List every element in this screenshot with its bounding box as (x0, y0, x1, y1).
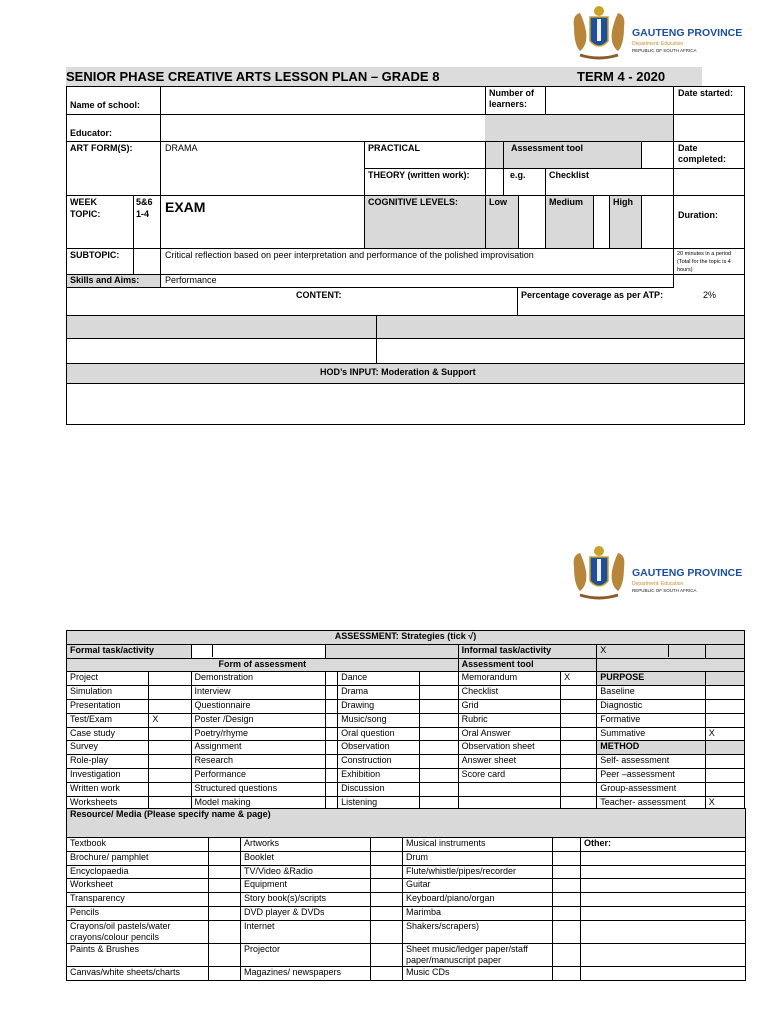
tick-cell[interactable] (326, 699, 338, 713)
plan-line (66, 114, 745, 115)
resource-item: Story book(s)/scripts (241, 893, 371, 907)
resources-heading: Resource/ Media (Please specify name & page) (67, 809, 746, 838)
tick-cell[interactable] (561, 686, 597, 700)
resource-item: TV/Video &Radio (241, 865, 371, 879)
resource-row (67, 893, 746, 907)
tick-cell[interactable] (420, 699, 458, 713)
resource-item (581, 966, 746, 980)
label-theory: THEORY (written work): (368, 170, 470, 180)
tick-cell[interactable] (209, 906, 241, 920)
plan-line (66, 141, 486, 142)
tick-cell[interactable] (705, 713, 744, 727)
plan-line (485, 86, 486, 114)
tick-cell[interactable] (420, 768, 458, 782)
tick-cell[interactable] (371, 943, 403, 966)
resource-item (581, 920, 746, 943)
resource-item: Transparency (67, 893, 209, 907)
resource-item: Worksheet (67, 879, 209, 893)
logo-province-name: GAUTENG PROVINCE (632, 27, 743, 39)
assessment-option: Demonstration (191, 672, 326, 686)
tick-cell[interactable] (420, 782, 458, 796)
assessment-option: Structured questions (191, 782, 326, 796)
assessment-option: Investigation (67, 768, 149, 782)
title-term: TERM 4 - 2020 (577, 69, 666, 84)
plan-line (66, 424, 745, 425)
tick-cell[interactable] (326, 686, 338, 700)
tick-cell[interactable] (553, 906, 581, 920)
resource-row (67, 838, 746, 852)
tick-cell[interactable] (326, 713, 338, 727)
plan-line (66, 86, 745, 87)
informal-mark: X (600, 644, 607, 655)
label-assessment-tool: Assessment tool (511, 143, 584, 153)
assessment-option: Listening (338, 796, 420, 810)
plan-line (364, 141, 365, 248)
assessment-option: Memorandum (458, 672, 560, 686)
resource-item: Equipment (241, 879, 371, 893)
tick-cell[interactable] (149, 782, 191, 796)
assessment-option: Assignment (191, 741, 326, 755)
label-skills-aims: Skills and Aims: (70, 275, 140, 285)
art-form-value: DRAMA (165, 143, 198, 153)
resource-item: Projector (241, 943, 371, 966)
assessment-row (67, 713, 745, 727)
content-row1-fill (66, 316, 745, 338)
logo-province-name: GAUTENG PROVINCE (632, 567, 743, 579)
label-checklist: Checklist (549, 170, 590, 180)
logo-department: Department: Education (632, 581, 684, 587)
label-number-of-learners: Number of learners: (489, 88, 534, 109)
resource-item: Crayons/oil pastels/water crayons/colour pencils (67, 920, 209, 943)
resource-row (67, 851, 746, 865)
tick-cell[interactable] (420, 672, 458, 686)
resource-item: Encyclopaedia (67, 865, 209, 879)
resource-item: Flute/whistle/pipes/recorder (403, 865, 553, 879)
assessment-option: Checklist (458, 686, 560, 700)
label-educator: Educator: (70, 128, 113, 138)
label-high: High (613, 197, 633, 207)
resource-row (67, 920, 746, 943)
plan-line (503, 168, 504, 195)
assessment-option: Self- assessment (597, 755, 705, 769)
resource-item: Booklet (241, 851, 371, 865)
resource-item: DVD player & DVDs (241, 906, 371, 920)
assessment-row (67, 782, 745, 796)
plan-line (66, 338, 745, 339)
tick-cell[interactable] (705, 672, 744, 686)
resource-item: Internet (241, 920, 371, 943)
resource-item: Pencils (67, 906, 209, 920)
label-eg: e.g. (510, 170, 526, 180)
tick-cell[interactable] (209, 966, 241, 980)
tick-cell[interactable] (149, 755, 191, 769)
tick-cell[interactable] (209, 893, 241, 907)
tick-cell[interactable] (149, 686, 191, 700)
tick-cell[interactable] (553, 893, 581, 907)
tick-cell[interactable]: X (705, 796, 744, 810)
tick-cell[interactable] (553, 943, 581, 966)
tick-cell[interactable] (371, 893, 403, 907)
label-topic: TOPIC: (70, 209, 101, 219)
plan-line (133, 195, 134, 248)
label-subtopic: SUBTOPIC: (70, 250, 120, 260)
label-content: CONTENT: (296, 290, 342, 300)
plan-line (66, 248, 745, 249)
assessment-option: Music/song (338, 713, 420, 727)
resource-item: Sheet music/ledger paper/staff paper/manuscript paper (403, 943, 553, 966)
tick-cell[interactable] (420, 741, 458, 755)
tick-cell[interactable] (371, 920, 403, 943)
assessment-option: Exhibition (338, 768, 420, 782)
assessment-option: Summative (597, 727, 705, 741)
tick-cell[interactable]: X (705, 727, 744, 741)
tick-cell[interactable] (371, 851, 403, 865)
resource-item (581, 851, 746, 865)
tick-cell[interactable] (209, 851, 241, 865)
assessment-option: Dance (338, 672, 420, 686)
assessment-option: Answer sheet (458, 755, 560, 769)
school-name-cell (485, 115, 673, 141)
formal-label: Formal task/activity (67, 644, 192, 658)
resource-item: Marimba (403, 906, 553, 920)
assessment-option: Score card (458, 768, 560, 782)
plan-line (485, 141, 745, 142)
tick-cell[interactable] (553, 838, 581, 852)
plan-line (609, 195, 610, 248)
resource-item: Keyboard/piano/organ (403, 893, 553, 907)
assessment-option: PURPOSE (597, 672, 705, 686)
tick-cell[interactable] (561, 782, 597, 796)
tick-cell[interactable] (326, 782, 338, 796)
assessment-table (66, 630, 745, 810)
gauteng-logo-second (566, 541, 743, 611)
assessment-option: Test/Exam (67, 713, 149, 727)
tick-cell[interactable] (326, 755, 338, 769)
resource-row (67, 865, 746, 879)
assessment-option: Worksheets (67, 796, 149, 810)
resource-item (581, 906, 746, 920)
logo-country: REPUBLIC OF SOUTH AFRICA (632, 48, 697, 53)
plan-line (673, 86, 674, 288)
tick-cell[interactable] (420, 713, 458, 727)
informal-label: Informal task/activity (458, 644, 597, 658)
form-of-assessment-label: Form of assessment (67, 658, 459, 672)
resource-item: Guitar (403, 879, 553, 893)
assessment-option: Interview (191, 686, 326, 700)
tick-cell[interactable] (553, 966, 581, 980)
tick-cell[interactable] (149, 768, 191, 782)
assessment-option: Drama (338, 686, 420, 700)
tick-cell[interactable] (209, 879, 241, 893)
label-date-started: Date started: (678, 88, 734, 98)
resource-row (67, 966, 746, 980)
assessment-option: Role-play (67, 755, 149, 769)
topic-value: 1-4 (136, 209, 150, 219)
resource-item: Artworks (241, 838, 371, 852)
plan-line (133, 248, 134, 274)
assessment-option: Survey (67, 741, 149, 755)
assessment-row (67, 699, 745, 713)
tick-cell[interactable] (561, 755, 597, 769)
assessment-option: Discussion (338, 782, 420, 796)
page-title (66, 67, 702, 86)
resource-item: Shakers/scrapers) (403, 920, 553, 943)
tick-cell[interactable] (561, 699, 597, 713)
tick-cell[interactable] (209, 838, 241, 852)
tick-cell[interactable] (326, 741, 338, 755)
tick-cell[interactable] (371, 966, 403, 980)
plan-line (66, 287, 673, 288)
plan-line (545, 86, 546, 114)
tick-cell[interactable] (561, 713, 597, 727)
label-name-of-school: Name of school: (70, 100, 141, 110)
tick-cell[interactable] (553, 920, 581, 943)
plan-line (545, 168, 546, 248)
plan-line (641, 141, 642, 168)
assessment-option: Peer –assessment (597, 768, 705, 782)
plan-line (485, 141, 486, 248)
tick-cell[interactable] (561, 741, 597, 755)
assessment-option: Poetry/rhyme (191, 727, 326, 741)
label-practical: PRACTICAL (368, 143, 420, 153)
assessment-row (67, 768, 745, 782)
tick-cell[interactable] (705, 699, 744, 713)
tick-cell[interactable] (371, 879, 403, 893)
assessment-option: Observation (338, 741, 420, 755)
tick-cell[interactable] (561, 768, 597, 782)
resource-item: Music CDs (403, 966, 553, 980)
tick-cell[interactable] (705, 741, 744, 755)
tick-cell[interactable]: X (149, 713, 191, 727)
resource-item: Magazines/ newspapers (241, 966, 371, 980)
tick-cell[interactable] (371, 865, 403, 879)
label-cognitive-levels: COGNITIVE LEVELS: (368, 197, 459, 207)
plan-line (160, 86, 161, 288)
resources-table (66, 808, 746, 981)
plan-line (66, 195, 745, 196)
assessment-option: Group-assessment (597, 782, 705, 796)
skills-value: Performance (165, 275, 217, 285)
plan-line (744, 86, 745, 424)
label-hod-input: HOD’s INPUT: Moderation & Support (320, 367, 476, 377)
tick-cell[interactable] (420, 755, 458, 769)
plan-line (517, 287, 518, 315)
assessment-tool-label: Assessment tool (458, 658, 597, 672)
tick-cell[interactable] (149, 727, 191, 741)
duration-note: 20 minutes in a period (Total for the topic is 4 hours) (677, 251, 732, 273)
resource-item: Drum (403, 851, 553, 865)
resource-item (581, 943, 746, 966)
tick-cell[interactable] (705, 755, 744, 769)
label-date-completed: Date completed: (678, 143, 727, 164)
tick-cell[interactable] (209, 943, 241, 966)
assessment-option: Project (67, 672, 149, 686)
tick-cell[interactable] (326, 727, 338, 741)
assessment-option: Rubric (458, 713, 560, 727)
assessment-option: Oral question (338, 727, 420, 741)
assessment-option: Drawing (338, 699, 420, 713)
assessment-option: Teacher- assessment (597, 796, 705, 810)
resource-item: Musical instruments (403, 838, 553, 852)
tick-cell[interactable] (371, 838, 403, 852)
assessment-option: Questionnaire (191, 699, 326, 713)
assessment-heading: ASSESSMENT: Strategies (tick √) (67, 631, 745, 645)
tick-cell[interactable] (705, 686, 744, 700)
plan-line (503, 141, 504, 168)
plan-line (376, 315, 377, 363)
logo-department: Department: Education (632, 41, 684, 47)
resource-item: Paints & Brushes (67, 943, 209, 966)
tick-cell[interactable] (371, 906, 403, 920)
plan-line (66, 86, 67, 424)
assessment-row (67, 672, 745, 686)
plan-line (641, 195, 642, 248)
plan-line (518, 195, 519, 248)
assessment-option: Research (191, 755, 326, 769)
assessment-option: Simulation (67, 686, 149, 700)
assessment-row (67, 741, 745, 755)
tick-cell[interactable] (326, 768, 338, 782)
assessment-option: Formative (597, 713, 705, 727)
assessment-option: Case study (67, 727, 149, 741)
assessment-option: Poster /Design (191, 713, 326, 727)
tick-cell[interactable] (149, 672, 191, 686)
assessment-option: Oral Answer (458, 727, 560, 741)
resource-row (67, 879, 746, 893)
plan-line (66, 315, 745, 316)
assessment-row (67, 686, 745, 700)
week-value: 5&6 (136, 197, 153, 207)
tick-cell[interactable] (705, 782, 744, 796)
tick-cell[interactable] (149, 741, 191, 755)
tick-cell[interactable]: X (561, 672, 597, 686)
resource-item: Brochure/ pamphlet (67, 851, 209, 865)
resource-item: Canvas/white sheets/charts (67, 966, 209, 980)
assessment-option: Grid (458, 699, 560, 713)
assessment-option: Performance (191, 768, 326, 782)
resource-item: Other: (581, 838, 746, 852)
tick-cell[interactable] (420, 727, 458, 741)
practical-tick-fill (485, 141, 503, 168)
tick-cell[interactable] (420, 686, 458, 700)
label-art-forms: ART FORM(S): (70, 143, 133, 153)
logo-country: REPUBLIC OF SOUTH AFRICA (632, 588, 697, 593)
tick-cell[interactable] (553, 879, 581, 893)
assessment-option: Observation sheet (458, 741, 560, 755)
tick-cell[interactable] (149, 699, 191, 713)
title-left: SENIOR PHASE CREATIVE ARTS LESSON PLAN – GRADE 8 (66, 69, 440, 84)
assessment-option: Construction (338, 755, 420, 769)
subtopic-value: Critical reflection based on peer interpretation and performance of the polished improvisation (165, 250, 534, 260)
assessment-option: Model making (191, 796, 326, 810)
resource-row (67, 943, 746, 966)
tick-cell[interactable] (326, 672, 338, 686)
resource-item (581, 879, 746, 893)
tick-cell[interactable] (209, 865, 241, 879)
tick-cell[interactable] (209, 920, 241, 943)
plan-line (593, 195, 594, 248)
coat-of-arms-icon (566, 541, 632, 605)
resource-item (581, 865, 746, 879)
plan-line (364, 168, 745, 169)
label-duration: Duration: (678, 210, 718, 220)
label-percentage: Percentage coverage as per ATP: (521, 290, 664, 300)
tick-cell[interactable] (553, 865, 581, 879)
assessment-option: Diagnostic (597, 699, 705, 713)
tick-cell[interactable] (705, 768, 744, 782)
resource-item: Textbook (67, 838, 209, 852)
tick-cell[interactable] (553, 851, 581, 865)
assessment-option (458, 782, 560, 796)
assessment-option: Baseline (597, 686, 705, 700)
assessment-option: METHOD (597, 741, 705, 755)
assessment-row (67, 727, 745, 741)
resource-item (581, 893, 746, 907)
label-medium: Medium (549, 197, 584, 207)
tick-cell[interactable] (561, 727, 597, 741)
assessment-row (67, 755, 745, 769)
resource-row (67, 906, 746, 920)
label-week: WEEK (70, 197, 97, 207)
plan-line (66, 383, 745, 384)
coat-of-arms-icon (566, 1, 632, 65)
assessment-option: Written work (67, 782, 149, 796)
gauteng-logo (566, 1, 743, 71)
assessment-option: Presentation (67, 699, 149, 713)
label-low: Low (489, 197, 507, 207)
exam-label: EXAM (165, 199, 206, 215)
percentage-value: 2% (703, 290, 717, 300)
plan-line (66, 363, 745, 364)
